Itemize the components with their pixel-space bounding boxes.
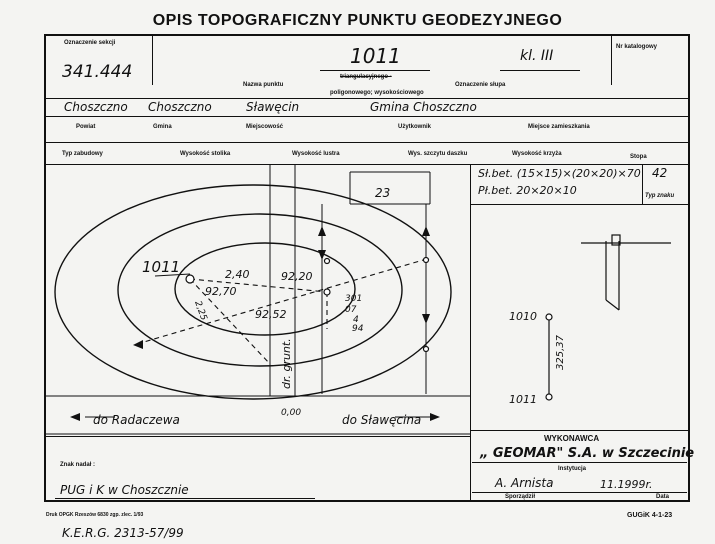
stopa-label: Stopa (630, 154, 647, 160)
divider (611, 35, 612, 85)
row-line (45, 116, 689, 117)
sheet-label: Oznaczenie sekcji (64, 40, 116, 46)
row-line (45, 142, 689, 143)
catalog-label: Nr katalogowy (616, 44, 658, 50)
underline (500, 70, 580, 71)
institution-label: Instytucja (558, 466, 587, 472)
dim-7: 07 (345, 305, 357, 315)
dim-6: 301 (345, 294, 363, 304)
gmina-label: Gmina (153, 124, 172, 130)
gmina-value: Choszczno (148, 100, 212, 114)
notes-label: Znak nadał : (60, 462, 96, 468)
box-value: 23 (375, 186, 391, 200)
dim-3: 92,20 (281, 270, 313, 283)
typ-zabudowy-label: Typ zabudowy (62, 151, 103, 157)
print-note: Druk OPGK Rzeszów 6830 zgp. zlec. 1/93 (46, 512, 144, 518)
direction-left: do Radaczewa (93, 413, 180, 427)
author-value: A. Arnista (495, 476, 554, 490)
date-value: 11.1999r. (600, 478, 653, 491)
dim-1: 2,40 (225, 268, 250, 281)
row-line (470, 430, 689, 431)
dim-4: 92,52 (255, 308, 287, 321)
divider (642, 164, 643, 204)
date-label: Data (656, 494, 670, 500)
author-label: Sporządził (505, 494, 536, 500)
sketch-point-label: 1011 (142, 258, 181, 276)
dim-9: 94 (352, 324, 364, 334)
underline (320, 70, 430, 71)
notes-value: PUG i K w Choszcznie (60, 483, 189, 497)
marker-line2: Pł.bet. 20×20×10 (478, 184, 577, 197)
marker-type-value: 42 (652, 166, 668, 180)
szczyt-label: Wys. szczytu daszku (408, 151, 468, 157)
row-line (45, 436, 470, 437)
uzytkownik-label: Użytkownik (398, 124, 432, 130)
point-class: kl. III (520, 48, 554, 64)
lustro-label: Wysokość lustra (292, 151, 340, 157)
dim-8: 4 (353, 315, 359, 325)
registry-number: K.E.R.G. 2313-57/99 (62, 526, 184, 540)
sheet-value: 341.444 (62, 62, 133, 82)
point-name-label: Nazwa punktu (243, 82, 284, 88)
krzyz-label: Wysokość krzyża (512, 151, 562, 157)
contractor-name: „ GEOMAR" S.A. w Szczecinie (480, 446, 695, 461)
miejscowosc-label: Miejscowość (246, 124, 284, 130)
marker-line1: Sł.bet. (15×15)×(20×20)×70 (478, 167, 641, 180)
side-diagram (471, 205, 689, 430)
dim-5: 2,25 (192, 299, 209, 322)
row-line (45, 98, 689, 99)
page-title: OPIS TOPOGRAFICZNY PUNKTU GEODEZYJNEGO (152, 12, 563, 29)
uzytkownik-value: Gmina Choszczno (370, 100, 477, 114)
point-number: 1011 (350, 44, 401, 68)
underline (472, 462, 687, 463)
contractor-label: WYKONAWCA (544, 434, 600, 443)
mark-label: Oznaczenie słupa (455, 82, 506, 88)
road-label: dr. grunt. (280, 338, 293, 389)
divider (152, 35, 153, 85)
underline (472, 492, 687, 493)
marker-type-label: Typ znaku (645, 193, 675, 199)
dim-2: 92,70 (205, 285, 237, 298)
underline (55, 498, 315, 499)
miejsce-label: Miejsce zamieszkania (528, 124, 590, 130)
stolik-label: Wysokość stolika (180, 151, 231, 157)
side-point-1: 1010 (509, 310, 537, 323)
form-code: GUGiK 4-1-23 (627, 512, 673, 519)
side-distance: 325,37 (555, 335, 566, 370)
zero-height: 0,00 (281, 408, 302, 418)
direction-right: do Sławęcina (342, 413, 422, 427)
point-type-line2: poligonowego; wysokościowego (330, 90, 424, 96)
contour-outer (55, 185, 451, 399)
side-point-2: 1011 (509, 393, 537, 406)
powiat-label: Powiat (76, 124, 96, 130)
contour-middle (118, 214, 402, 366)
powiat-value: Choszczno (64, 100, 128, 114)
point-type-strike: trianguIacyjnego - (340, 74, 392, 80)
miejscowosc-value: Sławęcin (246, 100, 300, 114)
location-sketch (45, 164, 470, 436)
